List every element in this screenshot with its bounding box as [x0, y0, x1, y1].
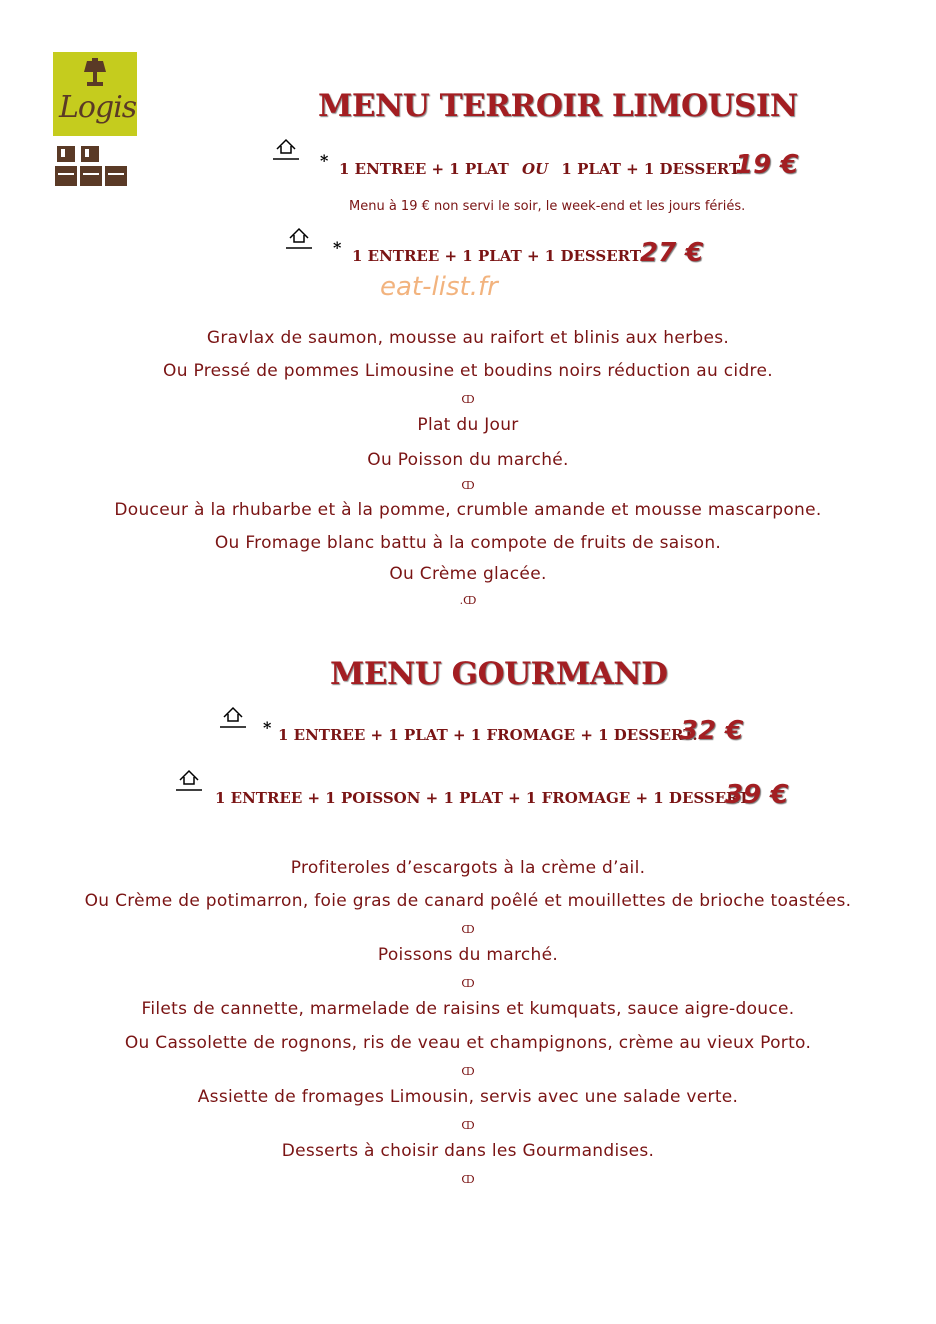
- price-32: 32 €: [680, 716, 744, 746]
- price-27: 27 €: [640, 238, 704, 268]
- pots-icon: [55, 144, 127, 188]
- separator: ↀ: [461, 977, 475, 990]
- menu-note: Menu à 19 € non servi le soir, le week-end et les jours fériés.: [349, 199, 746, 214]
- formula-text: 1 ENTREE + 1 POISSON + 1 PLAT + 1 FROMAGE + 1 DESSERT.: [215, 789, 753, 807]
- formula-text: 1 ENTREE + 1 PLAT + 1 FROMAGE + 1 DESSERT.: [278, 726, 698, 744]
- formula-part-a: 1 ENTREE + 1 PLAT: [339, 160, 509, 178]
- separator: ↀ: [461, 1119, 475, 1132]
- price-19: 19 €: [735, 150, 799, 180]
- dish-fromage: Assiette de fromages Limousin, servis avec une salade verte.: [197, 1087, 739, 1107]
- logis-logo: [53, 52, 137, 136]
- dish-entree-1: Profiteroles d’escargots à la crème d’ail.: [290, 858, 646, 878]
- formula-text: [339, 160, 743, 178]
- dish-dessert-2: Ou Fromage blanc battu à la compote de fruits de saison.: [214, 533, 722, 553]
- separator: .ↀ: [459, 594, 477, 607]
- dish-plat-1: Filets de cannette, marmelade de raisins et kumquats, sauce aigre-douce.: [141, 999, 795, 1019]
- dish-dessert: Desserts à choisir dans les Gourmandises.: [281, 1141, 655, 1161]
- separator: ↀ: [461, 1173, 475, 1186]
- dish-entree-2: Ou Crème de potimarron, foie gras de canard poêlé et mouillettes de brioche toastées.: [84, 891, 852, 911]
- lamp-icon: [82, 58, 108, 88]
- asterisk: *: [320, 151, 329, 170]
- dish-plat-2: Ou Cassolette de rognons, ris de veau et champignons, crème au vieux Porto.: [124, 1033, 812, 1053]
- separator: ↀ: [461, 393, 475, 406]
- separator: ↀ: [461, 479, 475, 492]
- dish-dessert-3: Ou Crème glacée.: [389, 564, 547, 584]
- dish-entree-2: Ou Pressé de pommes Limousine et boudins noirs réduction au cidre.: [163, 361, 773, 381]
- dish-entree-1: Gravlax de saumon, mousse au raifort et blinis aux herbes.: [206, 328, 730, 348]
- house-icon: [220, 705, 246, 729]
- separator: ↀ: [461, 1065, 475, 1078]
- house-icon: [286, 226, 312, 250]
- dish-dessert-1: Douceur à la rhubarbe et à la pomme, crumble amande et mousse mascarpone.: [114, 500, 822, 520]
- logo-text: Logis: [59, 90, 137, 125]
- formula-part-b: 1 PLAT + 1 DESSERT.: [561, 160, 744, 178]
- dish-plat-1: Plat du Jour: [417, 415, 519, 435]
- formula-text: 1 ENTREE + 1 PLAT + 1 DESSERT.: [352, 247, 645, 265]
- house-icon: [176, 768, 202, 792]
- separator: ↀ: [461, 923, 475, 936]
- menu-terroir-title: MENU TERROIR LIMOUSIN: [318, 88, 798, 124]
- dish-poisson: Poissons du marché.: [377, 945, 559, 965]
- asterisk: *: [333, 238, 342, 257]
- watermark: eat-list.fr: [380, 272, 498, 302]
- menu-gourmand-title: MENU GOURMAND: [330, 656, 668, 692]
- price-39: 39 €: [725, 780, 789, 810]
- asterisk: *: [263, 718, 272, 737]
- dish-plat-2: Ou Poisson du marché.: [367, 450, 569, 470]
- house-icon: [273, 137, 299, 161]
- formula-ou: OU: [522, 160, 549, 178]
